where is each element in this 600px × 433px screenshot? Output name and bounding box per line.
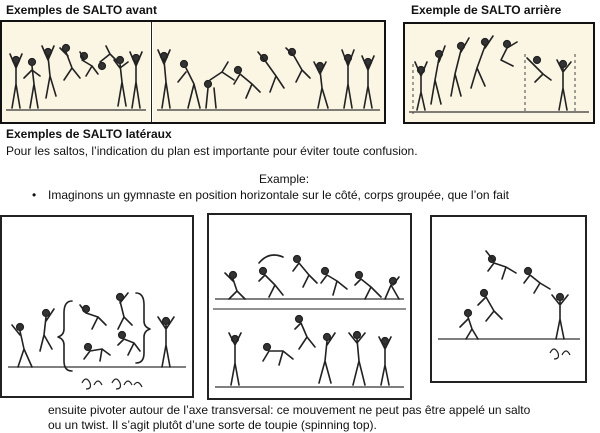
bullet-marker: • (32, 188, 37, 202)
salto-arriere-frame (403, 22, 595, 124)
lateral-salto-illustration-middle (209, 215, 410, 398)
example-label: Example: (259, 172, 310, 186)
heading-salto-arriere: Exemple de SALTO arrière (411, 3, 562, 17)
continuation-line-1: ensuite pivoter autour de l’axe transversal: ce mouvement ne peut pas être appelé un salto (48, 403, 531, 417)
salto-avant-illustration (2, 22, 384, 122)
bullet-text: Imaginons un gymnaste en position horizontale sur le côté, corps groupée, que l’on fait (48, 188, 509, 202)
lateral-salto-frame-left (0, 215, 194, 398)
lateral-salto-illustration-left (2, 217, 192, 396)
intro-text: Pour les saltos, l’indication du plan est importante pour éviter toute confusion. (6, 144, 418, 158)
salto-avant-frame (0, 20, 386, 124)
continuation-line-2: ou un twist. Il s’agit plutôt d’une sorte de toupie (spinning top). (48, 418, 377, 432)
lateral-salto-frame-middle (207, 213, 412, 400)
salto-arriere-illustration (405, 24, 593, 122)
heading-salto-lateraux: Exemples de SALTO latéraux (6, 127, 172, 141)
lateral-salto-frame-right (430, 215, 587, 383)
lateral-salto-illustration-right (432, 217, 585, 381)
heading-salto-avant: Exemples de SALTO avant (6, 3, 157, 17)
